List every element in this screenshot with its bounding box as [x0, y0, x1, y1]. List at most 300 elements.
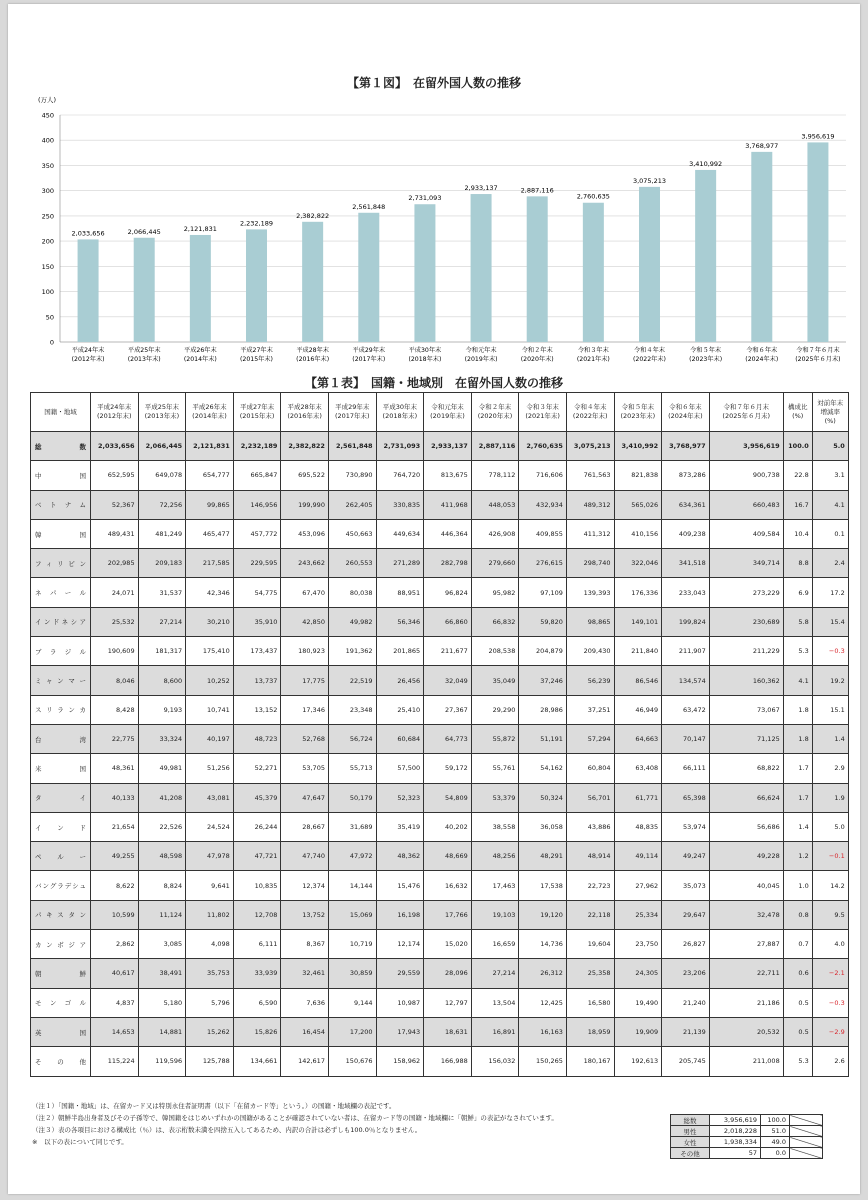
row-label: フィリピン: [31, 549, 91, 578]
table-cell: 14,881: [138, 1017, 186, 1046]
table-cell: 22,526: [138, 812, 186, 841]
table-cell: 115,224: [91, 1047, 139, 1076]
gender-label: 男性: [671, 1126, 710, 1137]
table-cell: 2,382,822: [281, 432, 329, 461]
table-cell: 229,595: [233, 549, 281, 578]
x-tick-label: 令和７年６月末: [796, 347, 840, 354]
table-cell: 16,659: [471, 930, 519, 959]
gender-row-female: [671, 1137, 823, 1148]
table-row: [31, 637, 849, 666]
x-tick-label: (2025年６月末): [795, 356, 841, 363]
table-cell: 48,835: [614, 812, 662, 841]
column-header: 令和５年末 (2023年末): [614, 393, 662, 432]
table-cell: 72,256: [138, 490, 186, 519]
table-cell: 191,362: [328, 637, 376, 666]
table-cell: 48,723: [233, 724, 281, 753]
row-label: スリランカ: [31, 695, 91, 724]
bar-data-label: 3,768,977: [745, 141, 779, 150]
table-cell: 48,669: [424, 842, 472, 871]
x-tick-label: 平成26年末: [184, 347, 217, 354]
row-label: 総数: [31, 432, 91, 461]
table-cell: 31,689: [328, 812, 376, 841]
table-cell: 32,478: [709, 900, 783, 929]
table-title: 【第１表】 国籍・地域別 在留外国人数の推移: [304, 376, 563, 390]
table-cell: 1.7: [783, 783, 812, 812]
table-cell: 29,290: [471, 695, 519, 724]
x-tick-label: (2012年末): [71, 356, 105, 363]
table-cell: 16.7: [783, 490, 812, 519]
table-cell: 12,797: [424, 988, 472, 1017]
table-cell: 9,144: [328, 988, 376, 1017]
table-cell: 821,838: [614, 461, 662, 490]
table-cell: 5.3: [783, 1047, 812, 1076]
table-cell: 96,824: [424, 578, 472, 607]
table-cell: 46,949: [614, 695, 662, 724]
table-cell: 6,590: [233, 988, 281, 1017]
table-cell: 17,200: [328, 1017, 376, 1046]
column-header: 平成25年末 (2013年末): [138, 393, 186, 432]
table-cell: 181,317: [138, 637, 186, 666]
table-cell: 150,265: [519, 1047, 567, 1076]
table-cell: 2,760,635: [519, 432, 567, 461]
table-cell: 37,246: [519, 666, 567, 695]
table-cell: 8,600: [138, 666, 186, 695]
table-cell: 730,890: [328, 461, 376, 490]
table-cell: 2.9: [812, 754, 848, 783]
table-cell: 8,428: [91, 695, 139, 724]
bar-data-label: 2,760,635: [576, 192, 610, 201]
table-cell: 12,374: [281, 871, 329, 900]
y-tick-label: 400: [41, 136, 54, 145]
table-cell: 23,750: [614, 930, 662, 959]
table-cell: 448,053: [471, 490, 519, 519]
table-cell: 409,238: [662, 519, 710, 548]
table-cell: 279,660: [471, 549, 519, 578]
table-cell: 654,777: [186, 461, 234, 490]
chart-bar: [190, 235, 211, 342]
table-cell: 22,711: [709, 959, 783, 988]
table-cell: 134,661: [233, 1047, 281, 1076]
table-cell: 665,847: [233, 461, 281, 490]
table-cell: 8,824: [138, 871, 186, 900]
table-cell: 27,367: [424, 695, 472, 724]
table-cell: 52,271: [233, 754, 281, 783]
table-cell: 1.0: [783, 871, 812, 900]
table-cell: 4.0: [812, 930, 848, 959]
table-cell: 25,410: [376, 695, 424, 724]
bar-data-label: 2,232,189: [239, 219, 274, 228]
table-cell: 15,020: [424, 930, 472, 959]
table-cell: 22,723: [566, 871, 614, 900]
table-cell: 119,596: [138, 1047, 186, 1076]
table-cell: 99,865: [186, 490, 234, 519]
x-tick-label: 平成24年末: [71, 347, 105, 354]
table-cell: 411,968: [424, 490, 472, 519]
table-cell: 48,914: [566, 842, 614, 871]
table-cell: 40,202: [424, 812, 472, 841]
table-row: [31, 724, 849, 753]
table-cell: 208,538: [471, 637, 519, 666]
table-cell: 2,033,656: [91, 432, 139, 461]
table-cell: 209,430: [566, 637, 614, 666]
table-cell: 35,049: [471, 666, 519, 695]
table-cell: 48,362: [376, 842, 424, 871]
population-bar-chart: [8, 92, 860, 372]
gender-percent: 49.0: [761, 1137, 790, 1148]
table-cell: 53,379: [471, 783, 519, 812]
table-cell: 3,410,992: [614, 432, 662, 461]
row-label: 英国: [31, 1017, 91, 1046]
table-cell: 10.4: [783, 519, 812, 548]
figure-title: 【第１図】 在留外国人数の推移: [346, 76, 521, 90]
table-cell: 47,721: [233, 842, 281, 871]
table-header-row: [31, 393, 849, 432]
table-cell: 27,214: [138, 607, 186, 636]
table-cell: 54,775: [233, 578, 281, 607]
x-tick-label: 令和４年末: [634, 347, 665, 354]
table-cell: 10,719: [328, 930, 376, 959]
table-cell: 202,985: [91, 549, 139, 578]
table-cell: 2.6: [812, 1047, 848, 1076]
chart-bar: [527, 196, 548, 342]
bar-data-label: 2,033,656: [71, 229, 105, 238]
table-cell: 12,708: [233, 900, 281, 929]
table-cell: 565,026: [614, 490, 662, 519]
row-label: 台湾: [31, 724, 91, 753]
table-cell: 98,865: [566, 607, 614, 636]
table-cell: 24,305: [614, 959, 662, 988]
table-cell: 2,561,848: [328, 432, 376, 461]
gender-count: 57: [710, 1148, 761, 1159]
table-row: [31, 900, 849, 929]
bar-data-label: 2,933,137: [464, 184, 498, 193]
x-tick-label: 平成28年末: [296, 347, 329, 354]
y-axis-unit: (万人): [38, 96, 57, 104]
table-cell: −2.9: [812, 1017, 848, 1046]
table-cell: 341,518: [662, 549, 710, 578]
table-cell: 6.9: [783, 578, 812, 607]
y-tick-label: 150: [41, 262, 54, 271]
column-header: 令和６年末 (2024年末): [662, 393, 710, 432]
chart-bar: [302, 222, 323, 342]
table-cell: 28,986: [519, 695, 567, 724]
table-cell: 17,943: [376, 1017, 424, 1046]
table-cell: 13,504: [471, 988, 519, 1017]
row-label: タイ: [31, 783, 91, 812]
table-row: [31, 783, 849, 812]
gender-row-other: [671, 1148, 823, 1159]
table-cell: 60,804: [566, 754, 614, 783]
table-cell: 761,563: [566, 461, 614, 490]
column-header: 平成27年末 (2015年末): [233, 393, 281, 432]
table-cell: 15.4: [812, 607, 848, 636]
table-cell: 40,133: [91, 783, 139, 812]
gender-label: 女性: [671, 1137, 710, 1148]
table-cell: 51,191: [519, 724, 567, 753]
table-cell: 27,962: [614, 871, 662, 900]
table-cell: 54,162: [519, 754, 567, 783]
table-cell: 649,078: [138, 461, 186, 490]
table-cell: 158,962: [376, 1047, 424, 1076]
table-cell: 273,229: [709, 578, 783, 607]
x-tick-label: 平成25年末: [127, 347, 161, 354]
bar-data-label: 2,382,822: [296, 211, 330, 220]
table-cell: 16,891: [471, 1017, 519, 1046]
table-cell: 21,654: [91, 812, 139, 841]
table-cell: 64,773: [424, 724, 472, 753]
gender-label: 総数: [671, 1115, 710, 1126]
table-cell: 24,524: [186, 812, 234, 841]
table-cell: 0.1: [812, 519, 848, 548]
table-cell: 66,111: [662, 754, 710, 783]
table-row: [31, 666, 849, 695]
table-cell: 14.2: [812, 871, 848, 900]
table-cell: 14,736: [519, 930, 567, 959]
table-cell: 56,239: [566, 666, 614, 695]
table-cell: 59,172: [424, 754, 472, 783]
table-cell: 2,933,137: [424, 432, 472, 461]
table-cell: 56,724: [328, 724, 376, 753]
table-cell: 156,032: [471, 1047, 519, 1076]
table-cell: 49,247: [662, 842, 710, 871]
table-cell: 26,244: [233, 812, 281, 841]
table-cell: 695,522: [281, 461, 329, 490]
chart-bar: [471, 194, 492, 342]
note-2: （注２）朝鮮半島出身者及びその子孫等で、韓国籍をはじめいずれかの国籍があることが確認されていない者は、在留カード等の国籍・地域欄に「朝鮮」の表記がなされています。: [32, 1114, 558, 1122]
table-cell: 47,647: [281, 783, 329, 812]
table-cell: 211,907: [662, 637, 710, 666]
x-tick-label: 平成29年末: [352, 347, 386, 354]
table-cell: 271,289: [376, 549, 424, 578]
table-cell: 52,323: [376, 783, 424, 812]
x-tick-label: 平成30年末: [408, 347, 442, 354]
table-cell: 52,367: [91, 490, 139, 519]
table-cell: 26,456: [376, 666, 424, 695]
table-cell: 3,085: [138, 930, 186, 959]
table-cell: 19,909: [614, 1017, 662, 1046]
table-cell: 29,559: [376, 959, 424, 988]
table-cell: 233,043: [662, 578, 710, 607]
x-tick-label: (2013年末): [127, 356, 161, 363]
table-cell: 262,405: [328, 490, 376, 519]
gender-percent: 51.0: [761, 1126, 790, 1137]
table-cell: 20,532: [709, 1017, 783, 1046]
table-cell: 10,835: [233, 871, 281, 900]
table-cell: 22,118: [566, 900, 614, 929]
table-cell: 24,071: [91, 578, 139, 607]
table-cell: 173,437: [233, 637, 281, 666]
bar-data-label: 2,561,848: [352, 202, 386, 211]
row-label: パキスタン: [31, 900, 91, 929]
table-cell: 54,809: [424, 783, 472, 812]
table-cell: 35,073: [662, 871, 710, 900]
table-cell: 457,772: [233, 519, 281, 548]
table-cell: 17,346: [281, 695, 329, 724]
table-cell: 23,348: [328, 695, 376, 724]
table-cell: 1.2: [783, 842, 812, 871]
table-cell: 63,472: [662, 695, 710, 724]
table-cell: 17.2: [812, 578, 848, 607]
table-cell: 16,454: [281, 1017, 329, 1046]
table-cell: 73,067: [709, 695, 783, 724]
table-cell: 56,346: [376, 607, 424, 636]
table-cell: 63,408: [614, 754, 662, 783]
table-cell: 18,631: [424, 1017, 472, 1046]
column-header: 国籍・地域: [31, 393, 91, 432]
table-cell: 146,956: [233, 490, 281, 519]
table-cell: 450,663: [328, 519, 376, 548]
table-cell: 8,046: [91, 666, 139, 695]
table-cell: 49,255: [91, 842, 139, 871]
table-cell: 660,483: [709, 490, 783, 519]
chart-bar: [751, 152, 772, 342]
table-cell: 11,802: [186, 900, 234, 929]
table-row: [31, 842, 849, 871]
table-cell: 453,096: [281, 519, 329, 548]
table-cell: 9,641: [186, 871, 234, 900]
table-cell: 5.0: [812, 432, 848, 461]
table-cell: 180,167: [566, 1047, 614, 1076]
column-header: 平成29年末 (2017年末): [328, 393, 376, 432]
table-cell: 160,362: [709, 666, 783, 695]
table-cell: 211,677: [424, 637, 472, 666]
table-cell: 15,262: [186, 1017, 234, 1046]
table-cell: 5.3: [783, 637, 812, 666]
table-cell: 14,653: [91, 1017, 139, 1046]
table-cell: 175,410: [186, 637, 234, 666]
y-tick-label: 250: [41, 212, 54, 221]
table-cell: 35,910: [233, 607, 281, 636]
table-cell: 49,982: [328, 607, 376, 636]
table-cell: 873,286: [662, 461, 710, 490]
table-cell: 2.4: [812, 549, 848, 578]
x-tick-label: 平成27年末: [240, 347, 273, 354]
table-cell: 47,972: [328, 842, 376, 871]
table-cell: 15,476: [376, 871, 424, 900]
table-row: [31, 578, 849, 607]
table-cell: 36,058: [519, 812, 567, 841]
table-cell: 66,832: [471, 607, 519, 636]
row-label: 韓国: [31, 519, 91, 548]
table-cell: 481,249: [138, 519, 186, 548]
table-cell: −0.3: [812, 637, 848, 666]
column-header: 平成28年末 (2016年末): [281, 393, 329, 432]
table-cell: 211,229: [709, 637, 783, 666]
table-cell: 17,766: [424, 900, 472, 929]
table-cell: 5.0: [812, 812, 848, 841]
table-cell: 15,826: [233, 1017, 281, 1046]
table-cell: 27,887: [709, 930, 783, 959]
table-cell: 47,978: [186, 842, 234, 871]
table-cell: −0.1: [812, 842, 848, 871]
table-cell: 50,324: [519, 783, 567, 812]
table-cell: 5,180: [138, 988, 186, 1017]
x-tick-label: 令和２年末: [521, 347, 553, 354]
table-cell: 409,584: [709, 519, 783, 548]
table-row: [31, 549, 849, 578]
table-cell: 1.8: [783, 695, 812, 724]
column-header: 令和３年末 (2021年末): [519, 393, 567, 432]
table-cell: 19,120: [519, 900, 567, 929]
table-cell: 13,752: [281, 900, 329, 929]
table-cell: 21,186: [709, 988, 783, 1017]
table-cell: 449,634: [376, 519, 424, 548]
table-row: [31, 490, 849, 519]
blank-cell: [790, 1115, 823, 1126]
table-cell: 10,987: [376, 988, 424, 1017]
table-cell: 60,684: [376, 724, 424, 753]
table-cell: 40,045: [709, 871, 783, 900]
table-cell: 17,538: [519, 871, 567, 900]
row-label: ベトナム: [31, 490, 91, 519]
gender-count: 1,938,334: [710, 1137, 761, 1148]
table-cell: 764,720: [376, 461, 424, 490]
table-cell: 446,364: [424, 519, 472, 548]
table-row: [31, 519, 849, 548]
table-cell: 30,859: [328, 959, 376, 988]
table-cell: 4,837: [91, 988, 139, 1017]
x-tick-label: 令和６年末: [746, 347, 778, 354]
table-cell: 322,046: [614, 549, 662, 578]
table-cell: 3,768,977: [662, 432, 710, 461]
row-label: ミャンマー: [31, 666, 91, 695]
table-cell: 282,798: [424, 549, 472, 578]
column-header: 平成30年末 (2018年末): [376, 393, 424, 432]
chart-bar: [246, 229, 267, 342]
table-cell: 43,886: [566, 812, 614, 841]
chart-bar: [134, 238, 155, 342]
table-cell: 298,740: [566, 549, 614, 578]
table-cell: 70,147: [662, 724, 710, 753]
table-cell: 230,689: [709, 607, 783, 636]
table-cell: 23,206: [662, 959, 710, 988]
table-cell: 3.1: [812, 461, 848, 490]
bar-data-label: 3,410,992: [689, 159, 723, 168]
table-body: [31, 432, 849, 1077]
table-cell: 10,252: [186, 666, 234, 695]
table-cell: 349,714: [709, 549, 783, 578]
table-cell: 432,934: [519, 490, 567, 519]
chart-bar: [358, 213, 379, 342]
table-cell: 56,686: [709, 812, 783, 841]
gender-label: その他: [671, 1148, 710, 1159]
table-cell: 8,367: [281, 930, 329, 959]
x-tick-label: 令和５年末: [690, 347, 722, 354]
y-tick-label: 0: [49, 338, 54, 347]
table-cell: 2,862: [91, 930, 139, 959]
table-cell: 57,294: [566, 724, 614, 753]
table-cell: 410,156: [614, 519, 662, 548]
y-tick-label: 100: [41, 288, 54, 297]
table-cell: 71,125: [709, 724, 783, 753]
table-cell: 260,553: [328, 549, 376, 578]
table-cell: 139,393: [566, 578, 614, 607]
table-cell: 47,740: [281, 842, 329, 871]
table-row: [31, 432, 849, 461]
table-cell: 65,398: [662, 783, 710, 812]
table-cell: 40,197: [186, 724, 234, 753]
table-cell: 149,101: [614, 607, 662, 636]
table-cell: 56,701: [566, 783, 614, 812]
row-label: ネパール: [31, 578, 91, 607]
row-label: カンボジア: [31, 930, 91, 959]
table-cell: 49,981: [138, 754, 186, 783]
table-cell: 48,291: [519, 842, 567, 871]
table-row: [31, 1047, 849, 1076]
chart-bar: [695, 170, 716, 342]
table-row: [31, 812, 849, 841]
table-cell: 88,951: [376, 578, 424, 607]
